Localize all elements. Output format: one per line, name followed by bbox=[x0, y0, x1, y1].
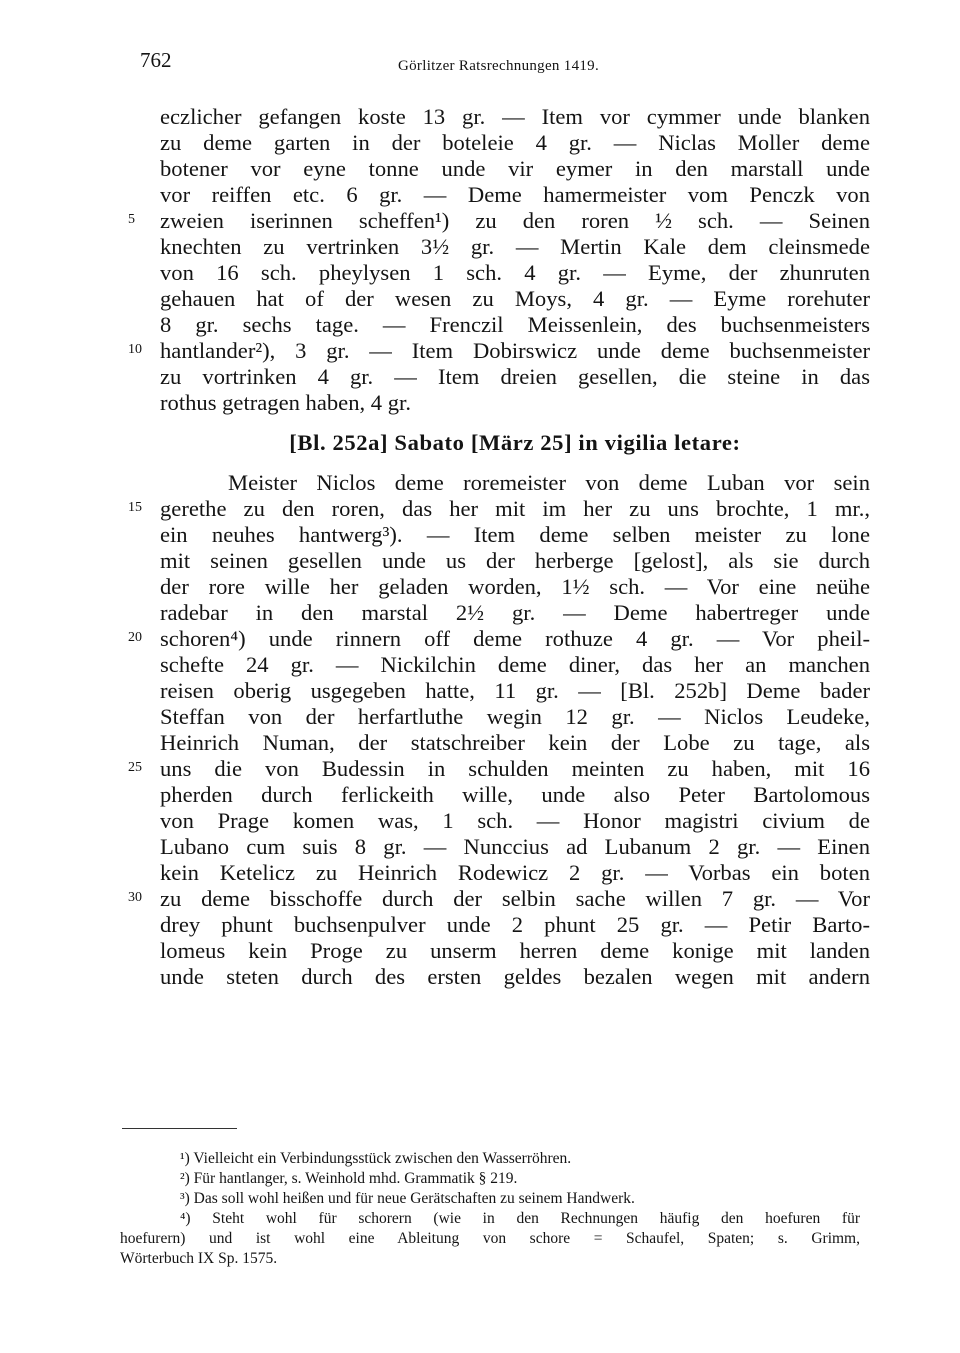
section-line: Meister Niclos deme roremeister von deme Luban vor sein bbox=[228, 470, 870, 495]
footnote: ⁴) Steht wohl für schorern (wie in den Rechnungen häufig den hoefuren für bbox=[180, 1210, 860, 1227]
section-line: Steffan von der herfartluthe wegin 12 gr. — Niclos Leudeke, bbox=[160, 704, 870, 729]
footnote: ²) Für hantlanger, s. Weinhold mhd. Grammatik § 219. bbox=[180, 1170, 518, 1187]
line-number: 30 bbox=[128, 890, 142, 905]
section-line: zu deme bisschoffe durch der selbin sache willen 7 gr. — Vor bbox=[160, 886, 870, 911]
section-line: unde steten durch des ersten geldes bezalen wegen mit andern bbox=[160, 964, 870, 989]
body-line: zweien iserinnen scheffen¹) zu den roren ½ sch. — Seinen bbox=[160, 208, 870, 233]
section-line: reisen oberig usgegeben hatte, 11 gr. — [Bl. 252b] Deme bader bbox=[160, 678, 870, 703]
section-line: radebar in den marstal 2½ gr. — Deme habertreger unde bbox=[160, 600, 870, 625]
footnote: ¹) Vielleicht ein Verbindungsstück zwischen den Wasserröhren. bbox=[180, 1150, 572, 1167]
section-line: ein neuhes hantwerg³). — Item deme selben meister zu lone bbox=[160, 522, 870, 547]
body-line: knechten zu vertrinken 3½ gr. — Mertin Kale dem cleinsmede bbox=[160, 234, 870, 259]
section-line: mit seinen gesellen unde us der herberge [gelost], als sie durch bbox=[160, 548, 870, 573]
section-line: pherden durch ferlickeith wille, unde also Peter Bartolomous bbox=[160, 782, 870, 807]
running-title: Görlitzer Ratsrechnungen 1419. bbox=[398, 58, 600, 74]
section-line: gerethe zu den roren, das her mit im her zu uns brochte, 1 mr., bbox=[160, 496, 870, 521]
section-line: lomeus kein Proge zu unserm herren deme konige mit landen bbox=[160, 938, 870, 963]
body-line: zu vortrinken 4 gr. — Item dreien gesellen, die steine in das bbox=[160, 364, 870, 389]
line-number: 10 bbox=[128, 342, 142, 357]
body-line: eczlicher gefangen koste 13 gr. — Item vor cymmer unde blanken bbox=[160, 104, 870, 129]
section-line: schefte 24 gr. — Nickilchin deme diner, das her an manchen bbox=[160, 652, 870, 677]
section-line: kein Ketelicz zu Heinrich Rodewicz 2 gr. — Vorbas ein boten bbox=[160, 860, 870, 885]
section-heading: [Bl. 252a] Sabato [März 25] in vigilia letare: bbox=[289, 430, 741, 455]
section-line: drey phunt buchsenpulver unde 2 phunt 25 gr. — Petir Barto- bbox=[160, 912, 870, 937]
section-line: von Prage komen was, 1 sch. — Honor magistri civium de bbox=[160, 808, 870, 833]
body-line: botener vor eyne tonne unde vir eymer in den marstall unde bbox=[160, 156, 870, 181]
footnote-continuation: hoefurern) und ist wohl eine Ableitung von schore = Schaufel, Spaten; s. Grimm, bbox=[120, 1230, 860, 1247]
body-line: 8 gr. sechs tage. — Frenczil Meissenlein, des buchsenmeisters bbox=[160, 312, 870, 337]
body-line: von 16 sch. pheylysen 1 sch. 4 gr. — Eyme, der zhunruten bbox=[160, 260, 870, 285]
line-number: 15 bbox=[128, 500, 142, 515]
footnote: ³) Das soll wohl heißen und für neue Gerätschaften zu seinem Handwerk. bbox=[180, 1190, 635, 1207]
section-line: schoren⁴) unde rinnern off deme rothuze 4 gr. — Vor pheil- bbox=[160, 626, 870, 651]
section-line: Heinrich Numan, der statschreiber kein der Lobe zu tage, als bbox=[160, 730, 870, 755]
body-line: hantlander²), 3 gr. — Item Dobirswicz unde deme buchsenmeister bbox=[160, 338, 870, 363]
line-number: 25 bbox=[128, 760, 142, 775]
footnote-continuation: Wörterbuch IX Sp. 1575. bbox=[120, 1250, 278, 1267]
body-line: gehauen hat of der wesen zu Moys, 4 gr. — Eyme rorehuter bbox=[160, 286, 870, 311]
section-line: Lubano cum suis 8 gr. — Nunccius ad Lubanum 2 gr. — Einen bbox=[160, 834, 870, 859]
line-number: 5 bbox=[128, 212, 135, 227]
body-line: rothus getragen haben, 4 gr. bbox=[160, 390, 411, 415]
body-line: vor reiffen etc. 6 gr. — Deme hamermeister vom Penczk von bbox=[160, 182, 870, 207]
section-line: uns die von Budessin in schulden meinten zu haben, mit 16 bbox=[160, 756, 870, 781]
section-line: der rore wille her geladen worden, 1½ sch. — Vor eine neühe bbox=[160, 574, 870, 599]
page-number: 762 bbox=[140, 48, 172, 72]
footnote-divider bbox=[122, 1128, 237, 1129]
body-line: zu deme garten in der boteleie 4 gr. — Niclas Moller deme bbox=[160, 130, 870, 155]
line-number: 20 bbox=[128, 630, 142, 645]
